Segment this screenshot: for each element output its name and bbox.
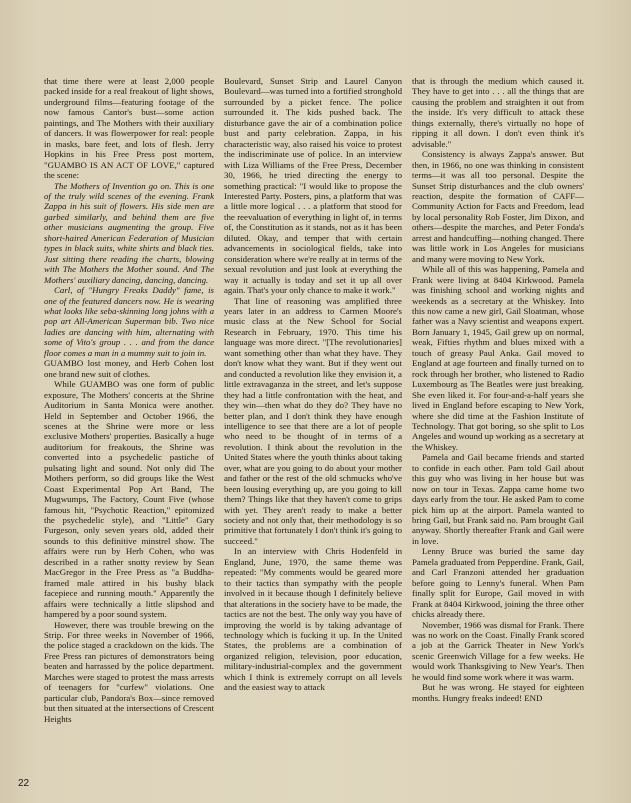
text-column-1 (44, 76, 214, 788)
page-number: 22 (18, 778, 30, 789)
paragraph: GUAMBO lost money, and Herb Cohen lost one brand new suit of clothes. (44, 358, 214, 379)
paragraph: While GUAMBO was one form of public exposure, The Mothers' concerts at the Shrine Auditorium in Santa Monica were another. Held in September and October 1966, the scenes at the Shrine were more or less exclusive Mothers' properties. Basically a huge auditorium for freakouts, the Shrine was converted into a psychedelic pastiche of pulsating light and sound. Not only did The Mothers perform, so did groups like the West Coast Experimental Pop Art Band, The Mugwumps, The Factory, Count Five (whose famous hit, "Psychotic Reaction," epitomized the psychedelic style), and "Little" Gary Furgeson, only seven years old, added their sounds to this definitive minstrel show. The affairs were run by Herb Cohen, who was described in a rather snotty review by Sean MacGregor in the Free Press as "a Buddha-framed male attired in his bushy black facepiece and running mouth." Apparently the affairs were technically a little slipshod and hampered by a poor sound system. (44, 379, 214, 620)
paragraph: But he was wrong. He stayed for eighteen months. Hungry freaks indeed! END (412, 682, 584, 703)
paragraph: that time there were at least 2,000 people packed inside for a real freakout of light shows, underground films—featuring footage of the now famous Cantor's bust—some action paintings, and The Mothers with their auxiliary of dancers. It was flowerpower for real: people in masks, bare feet, and lots of flesh. Jerry Hopkins in his Free Press post mortem, "GUAMBO IS AN ACT OF LOVE," captured the scene: (44, 76, 214, 181)
paragraph: Pamela and Gail became friends and started to confide in each other. Pam told Gail about this guy who was living in her house but was now on tour in Texas. Zappa came home two days early from the tour. He asked Pam to come pick him up at the airport. Pamela wanted to bring Gail, but Frank said no. Pam brought Gail anyway. Shortly thereafter Frank and Gail were in love. (412, 452, 584, 546)
paragraph: that is through the medium which caused it. They have to get into . . . all the things that are causing the problem and straighten it out from the inside. It's very difficult to attack these things externally, there's virtually no hope of ripping it all down. I don't even think it's advisable." (412, 76, 584, 149)
paragraph: Boulevard, Sunset Strip and Laurel Canyon Boulevard—was turned into a fortified stronghold surrounded by a picket fence. The police surrounded it. The kids pushed back. The disturbance gave the air of a combination police bust and party celebration. Zappa, in his characteristic way, also raised his voice to protest the indiscriminate use of police. In an interview with Liza Williams of the Free Press, December 30, 1966, he tried directing the energy to something practical: "I would like to propose the Interested Party. Posters, pins, a platform that was a little more logical . . . a platform that stood for the reevaluation of everything in light of, in terms of, the Constitution as it stands, not as it has been diluted. Okay, and temper that with certain advancements in sociological fields, take into consideration where we're really at in terms of the sexual revolution and just look at everything the way it actually is today and set it up all over again. That's your only chance to make it work." (224, 76, 402, 296)
paragraph: The Mothers of Invention go on. This is one of the truly wild scenes of the evening. Frank Zappa in his suit of flowers. His side men are garbed similarly, and behind them are five other musicians augmenting the group. Five short-haired American Federation of Musician types in black suits, white shirts and black ties. Just sitting there reading the charts, blowing with The Mothers the Mother sound. And The Mothers' auxiliary dancing, dancing, dancing. (44, 180, 214, 285)
text-column-2 (224, 76, 402, 788)
paragraph: Carl, of "Hungry Freaks Daddy" fame, is one of the featured dancers now. He is wearing what looks like seba-skinning long johns with a pop art All-American Superman bib. Two nice ladies are dancing with him, alternating with some of Vito's group . . . and from the dance floor comes a man in a mummy suit to join in. (44, 285, 214, 358)
paragraph: While all of this was happening, Pamela and Frank were living at 8404 Kirkwood. Pamela was finishing school and working nights and weekends as a secretary at the Whiskey. Into this now came a new girl, Gail Sloatman, whose father was a Navy scientist and weapons expert. Born January 1, 1945, Gail grew up on normal, weak, Fifties rhythm and blues mixed with a touch of greasy Paul Anka. Gail moved to England at age fourteen and finally turned on to rock through her brother, who listened to Radio Luxembourg as The Beatles were just breaking. She even liked it. For four-and-a-half years she lived in England before escaping to New York, where she did time at the Fashion Institute of Technology. That got boring, so she split to Los Angeles and wound up working as a secretary at the Whiskey. (412, 264, 584, 452)
paragraph: In an interview with Chris Hodenfeld in England, June, 1970, the same theme was repeated: "My comments would be geared more to their tactics than sympathy with the people involved in it because though I definitely believe that alterations in the society have to be made, the tactics are not the best. The only way you have of improving the world is by taking advantage of technology which is fucking it up. In the United States, the problems are a combination of organized religion, television, poor education, military-industrial-complex and the government which I think is extremely corrupt on all levels and the easiest way to attack (224, 546, 402, 693)
paragraph: Lenny Bruce was buried the same day Pamela graduated from Pepperdine. Frank, Gail, and Carl Franzoni attended her graduation before going to Lenny's funeral. When Pam finally split for Europe, Gail moved in with Frank at 8404 Kirkwood, joining the three other chicks already there. (412, 546, 584, 620)
paragraph: November, 1966 was dismal for Frank. There was no work on the Coast. Finally Frank scored a job at the Garrick Theater in New York's scenic Greenwich Village for a few weeks. He would work Thanksgiving to New Year's. Then he would find some work where it was warm. (412, 619, 584, 682)
paragraph: However, there was trouble brewing on the Strip. For three weeks in November of 1966, the police staged a crackdown on the kids. The Free Press ran pictures of demonstrators being beaten and harrassed by the police department. Marches were staged to protest the mass arrests of teenagers for "curfew" violations. One particular club, Pandora's Box—since removed but then situated at the intersections of Crescent Heights (44, 619, 214, 724)
text-column-3 (412, 76, 584, 788)
paragraph: Consistency is always Zappa's answer. But then, in 1966, no one was thinking in consistent terms—it was all too personal. Despite the Sunset Strip disturbances and the club owners' reaction, despite the formation of CAFF—Community Action for Facts and Freedom, lead by local personality Rob Foster, Jim Dixon, and others—despite the marches, and Peter Fonda's arrest and handcuffing—nothing changed. There was little work in Los Angeles for musicians and many were moving to New York. (412, 149, 584, 264)
paragraph: That line of reasoning was amplified three years later in an address to Carmen Moore's music class at the New School for Social Research in February, 1970. This time his language was more direct. "[The revolutionaries] want something other than what they have. They don't know what they want. But if they went out and conducted a revolution like they envision it, a little extravaganza in the street, and let's suppose they had a little confrontation with the heat, and they win—then what do they do? They have no better plan, and I don't think they have enough intelligence to see that there are a lot of people who need to be thought of in terms of a revolution. I think about the revolution in the United States where the youth thinks about taking over, what are you going to do about your mother and father or the rest of the old schmucks who've been lousing everything up, are you going to kill them? Things like that they haven't come to grips with yet. They aren't ready to make a better society and not only that, their methodology is so primitive that fortunately I don't think it's going to succeed." (224, 295, 402, 546)
